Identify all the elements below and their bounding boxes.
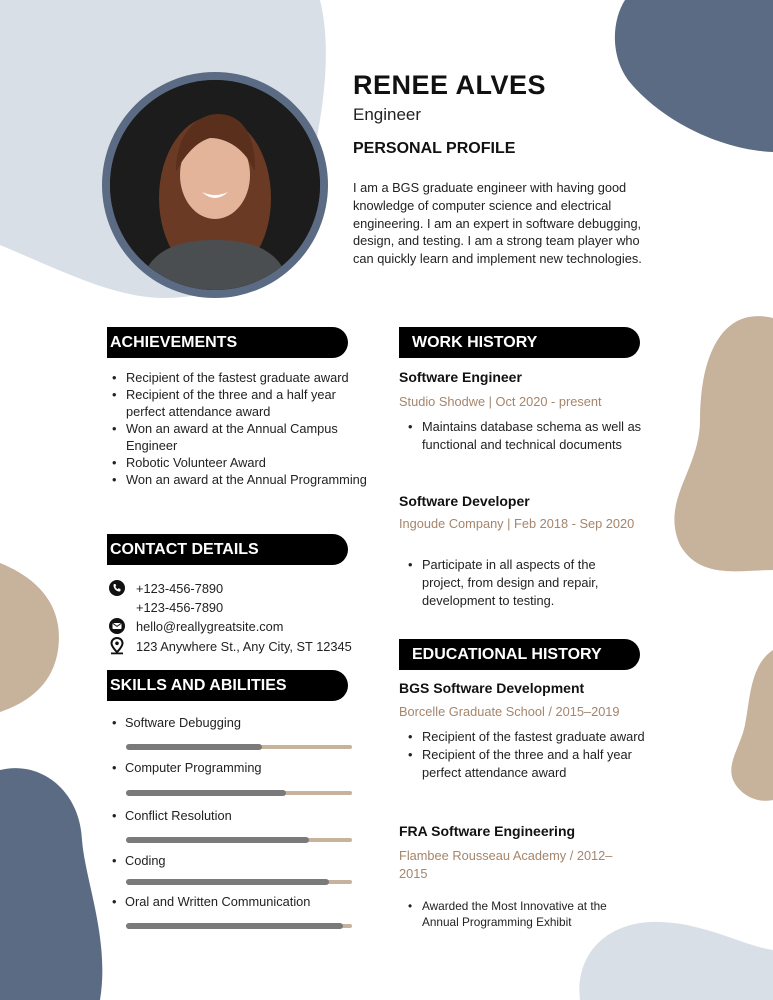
tan-blob-right-upper bbox=[674, 316, 773, 571]
skill-label: • Software Debugging bbox=[108, 715, 241, 730]
skill-bar bbox=[126, 838, 352, 842]
email-address[interactable]: hello@reallygreatsite.com bbox=[136, 618, 284, 634]
tan-blob-right-lower bbox=[731, 650, 773, 801]
work-history-heading: WORK HISTORY bbox=[399, 327, 640, 358]
list-item: • Participate in all aspects of the project, from design and repair, development to testing. bbox=[404, 556, 634, 610]
skill-item bbox=[108, 853, 166, 868]
job-duties-list bbox=[404, 418, 654, 454]
skills-heading: SKILLS AND ABILITIES bbox=[107, 670, 348, 701]
avatar bbox=[110, 80, 320, 290]
location-pin-icon bbox=[108, 637, 126, 655]
education-school-dates: Borcelle Graduate School / 2015–2019 bbox=[399, 704, 620, 719]
contact-address-row bbox=[108, 637, 352, 655]
candidate-role: Engineer bbox=[353, 105, 422, 124]
education-title: BGS Software Development bbox=[399, 680, 585, 696]
list-item: • Robotic Volunteer Award bbox=[108, 454, 370, 471]
education-notes-list bbox=[404, 898, 644, 930]
skill-label: • Oral and Written Communication bbox=[108, 894, 310, 909]
achievements-list bbox=[108, 369, 370, 488]
education-heading: EDUCATIONAL HISTORY bbox=[399, 639, 640, 670]
list-item: • Maintains database schema as well as functional and technical documents bbox=[404, 418, 654, 454]
education-school-dates: Flambee Rousseau Academy / 2012–2015 bbox=[399, 848, 613, 881]
job-title: Software Engineer bbox=[399, 369, 522, 385]
profile-photo bbox=[102, 72, 328, 298]
email-icon bbox=[108, 617, 126, 635]
achievements-heading: ACHIEVEMENTS bbox=[107, 327, 348, 358]
skill-bar bbox=[126, 745, 352, 749]
list-item: • Recipient of the three and a half year perfect attendance award bbox=[108, 386, 370, 420]
skill-label: • Computer Programming bbox=[108, 760, 262, 775]
job-company-dates: Ingoude Company | Feb 2018 - Sep 2020 bbox=[399, 516, 635, 531]
contact-heading: CONTACT DETAILS bbox=[107, 534, 348, 565]
slate-blob-bottom-left bbox=[0, 768, 102, 1000]
slate-blob-top-right bbox=[615, 0, 773, 152]
profile-heading: PERSONAL PROFILE bbox=[353, 140, 516, 157]
list-item: • Recipient of the fastest graduate award bbox=[404, 728, 664, 746]
skill-bar-fill bbox=[126, 837, 309, 843]
skill-bar bbox=[126, 880, 352, 884]
job-company-dates: Studio Shodwe | Oct 2020 - present bbox=[399, 394, 602, 409]
skill-bar-fill bbox=[126, 790, 286, 796]
skill-label: • Coding bbox=[108, 853, 166, 868]
street-address: 123 Anywhere St., Any City, ST 12345 bbox=[136, 638, 352, 654]
skill-item bbox=[108, 715, 241, 730]
education-notes-list bbox=[404, 728, 664, 782]
profile-text: I am a BGS graduate engineer with having good knowledge of computer science and electrical engineering. I am an expert in software debugging, design, and testing. I am a strong team player who can quickly learn and implement new technologies. bbox=[353, 180, 642, 267]
skill-bar bbox=[126, 791, 352, 795]
portrait-image bbox=[110, 80, 320, 290]
list-item: • Recipient of the three and a half year perfect attendance award bbox=[404, 746, 664, 782]
list-item: • Awarded the Most Innovative at the Annual Programming Exhibit bbox=[404, 898, 644, 930]
skill-label: • Conflict Resolution bbox=[108, 808, 232, 823]
skill-item bbox=[108, 894, 310, 909]
skill-bar-fill bbox=[126, 923, 343, 929]
candidate-name: RENEE ALVES bbox=[353, 70, 547, 100]
contact-phone-row bbox=[108, 579, 223, 597]
light-blob-bottom-right bbox=[579, 922, 773, 1000]
list-item: • Won an award at the Annual Programming bbox=[108, 471, 370, 488]
contact-email-row bbox=[108, 617, 283, 635]
blank-icon-slot bbox=[108, 598, 126, 616]
contact-phone-row-2 bbox=[108, 598, 223, 616]
phone-icon bbox=[108, 579, 126, 597]
skill-item bbox=[108, 808, 232, 823]
skill-bar bbox=[126, 924, 352, 928]
phone-number-secondary[interactable]: +123-456-7890 bbox=[136, 599, 224, 615]
list-item: • Recipient of the fastest graduate award bbox=[108, 369, 370, 386]
education-title: FRA Software Engineering bbox=[399, 823, 576, 839]
job-title: Software Developer bbox=[399, 493, 530, 509]
phone-number[interactable]: +123-456-7890 bbox=[136, 580, 224, 596]
skill-bar-fill bbox=[126, 744, 262, 750]
skill-item bbox=[108, 760, 262, 775]
job-duties-list bbox=[404, 556, 634, 610]
skill-bar-fill bbox=[126, 879, 329, 885]
tan-blob-left-middle bbox=[0, 563, 59, 712]
list-item: • Won an award at the Annual Campus Engineer bbox=[108, 420, 370, 454]
